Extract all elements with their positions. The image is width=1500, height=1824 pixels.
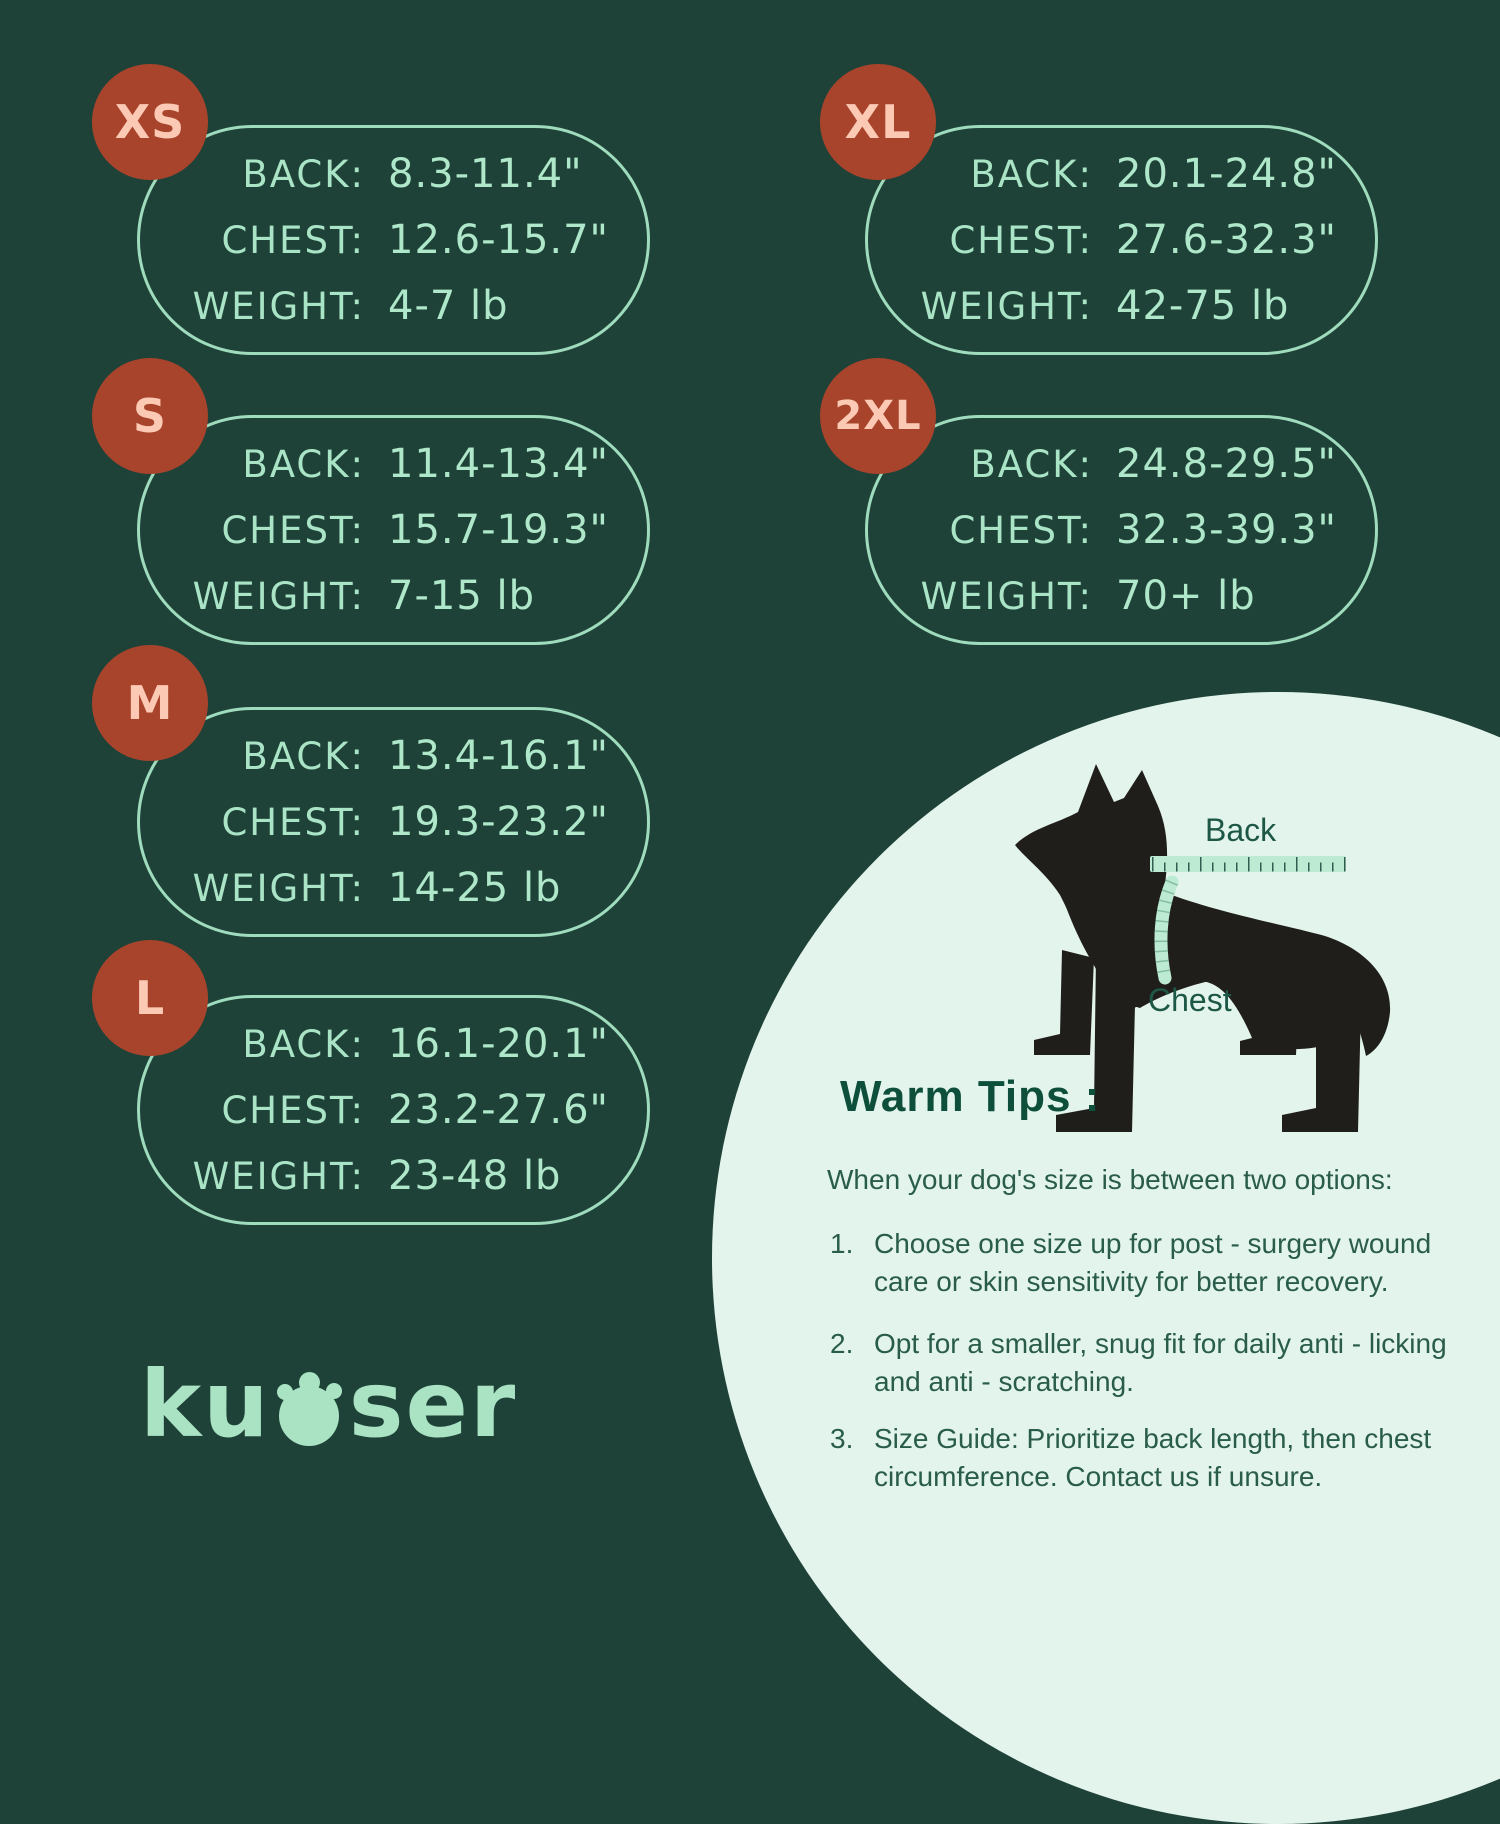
tip-number: 1. [830,1228,854,1259]
size-tag: S [132,389,168,443]
size-pill-s [137,415,650,645]
back-value: 11.4-13.4" [388,441,609,487]
chest-label: CHEST: [221,801,365,844]
tip-item-2 [830,1325,1470,1401]
size-badge-xl [820,64,936,180]
back-value: 13.4-16.1" [388,733,609,779]
tip-item-3 [830,1420,1470,1496]
paw-icon [277,1356,343,1448]
tip-number: 2. [830,1328,854,1359]
back-ruler-icon [1150,856,1346,872]
chest-value: 32.3-39.3" [1116,507,1337,553]
back-label: BACK: [242,443,365,486]
size-tag: 2XL [834,393,922,439]
weight-value: 70+ lb [1116,573,1256,619]
chest-label: CHEST: [949,509,1093,552]
logo-text-suffix: ser [348,1351,518,1458]
back-value: 20.1-24.8" [1116,151,1337,197]
size-tag: XS [114,95,186,149]
chest-value: 19.3-23.2" [388,799,609,845]
tip-text: Size Guide: Prioritize back length, then chest circumference. Contact us if unsure. [874,1423,1432,1492]
diagram-back-label: Back [1205,812,1277,848]
tip-text: Choose one size up for post - surgery wound care or skin sensitivity for better recovery. [874,1228,1432,1297]
weight-value: 4-7 lb [388,283,509,329]
weight-label: WEIGHT: [192,1155,365,1198]
diagram-chest-label: Chest [1148,982,1232,1018]
chest-label: CHEST: [221,219,365,262]
chest-label: CHEST: [221,509,365,552]
size-badge-l [92,940,208,1056]
back-value: 8.3-11.4" [388,151,583,197]
weight-label: WEIGHT: [192,575,365,618]
chest-value: 15.7-19.3" [388,507,609,553]
weight-value: 23-48 lb [388,1153,562,1199]
size-pill-2xl [865,415,1378,645]
weight-label: WEIGHT: [920,285,1093,328]
dog-front-leg-far [1034,950,1094,1055]
tip-number: 3. [830,1423,854,1454]
size-pill-l [137,995,650,1225]
chest-value: 12.6-15.7" [388,217,609,263]
size-tag: M [126,676,174,730]
back-label: BACK: [242,735,365,778]
chest-value: 23.2-27.6" [388,1087,609,1133]
size-pill-xs [137,125,650,355]
size-tag: XL [844,95,912,149]
warm-tips-heading: Warm Tips : [840,1072,1101,1121]
tip-text: Opt for a smaller, snug fit for daily anti - licking and anti - scratching. [874,1328,1447,1397]
weight-value: 14-25 lb [388,865,562,911]
size-pill-m [137,707,650,937]
back-label: BACK: [242,1023,365,1066]
warm-tips-intro: When your dog's size is between two options: [827,1164,1393,1195]
weight-value: 42-75 lb [1116,283,1290,329]
size-badge-s [92,358,208,474]
size-badge-2xl [820,358,936,474]
size-badge-m [92,645,208,761]
back-value: 24.8-29.5" [1116,441,1337,487]
chest-label: CHEST: [949,219,1093,262]
back-label: BACK: [242,153,365,196]
size-pill-xl [865,125,1378,355]
tip-item-1 [830,1225,1470,1301]
back-label: BACK: [970,153,1093,196]
back-value: 16.1-20.1" [388,1021,609,1067]
weight-label: WEIGHT: [192,285,365,328]
chest-value: 27.6-32.3" [1116,217,1337,263]
weight-label: WEIGHT: [192,867,365,910]
weight-value: 7-15 lb [388,573,535,619]
back-label: BACK: [970,443,1093,486]
logo-text-prefix: ku [140,1351,271,1458]
weight-label: WEIGHT: [920,575,1093,618]
brand-logo [140,1348,518,1458]
chest-label: CHEST: [221,1089,365,1132]
size-badge-xs [92,64,208,180]
size-tag: L [134,971,166,1025]
